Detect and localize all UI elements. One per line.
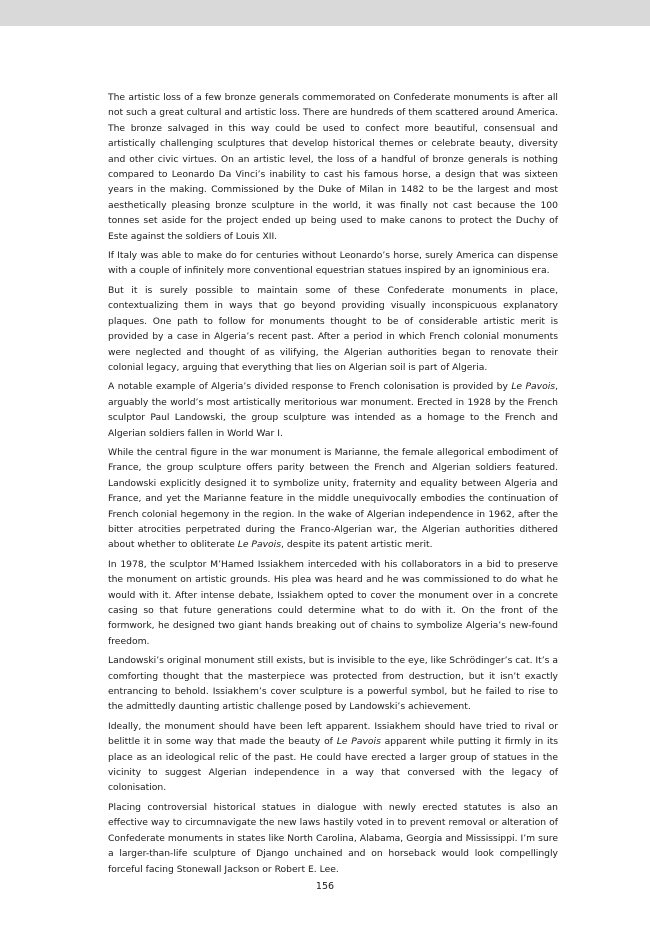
paragraph	[108, 445, 558, 553]
text-run: In 1978, the sculptor M’Hamed Issiakhem interceded with his collaborators in a bid to preserve the monument on artistic grounds. His plea was heard and he was commissioned to do what he would with it. After intense debate, Issiakhem opted to cover the monument over in a concrete casing so that future generations could determine what to do with it. On the front of the formwork, he designed two giant hands breaking out of chains to symbolize Algeria’s new-found freedom.	[108, 558, 558, 647]
paragraph	[108, 800, 558, 877]
text-run: A notable example of Algeria’s divided response to French colonisation is provided by	[108, 381, 512, 393]
italic-title: Le Pavois	[237, 539, 281, 551]
paragraph	[108, 90, 558, 244]
text-run: While the central figure in the war monument is Marianne, the female allegorical embodiment of France, the group sculpture offers parity between the French and Algerian soldiers featured. Landowski explicitly designed it to symbolize unity, fraternity and equality between Algeria and France, and yet the Marianne feature in the middle unequivocally embodies the continuation of French colonial hegemony in the region. In the wake of Algerian independence in 1962, after the bitter atrocities perpetrated during the Franco-Algerian war, the Algerian authorities dithered about whether to obliterate	[108, 446, 558, 551]
italic-title: Le Pavois	[336, 736, 381, 748]
text-run: apparent while putting it firmly in its place as an ideological relic of the past. He could have erected a larger group of statues in the vicinity to suggest Algerian independence in a way that conversed with the legacy of colonisation.	[108, 736, 558, 794]
text-run: Ideally, the monument should have been left apparent. Issiakhem should have tried to rival or belittle it in some way that made the beauty of	[108, 720, 558, 748]
text-run: Placing controversial historical statues in dialogue with newly erected statutes is also an effective way to circumnavigate the new laws hastily voted in to prevent removal or alteration of Confederate monuments in states like North Carolina, Alabama, Georgia and Mississippi. I’m sure a larger-than-life sculpture of Django unchained and on horseback would look compellingly forceful facing Stonewall Jackson or Robert E. Lee.	[108, 801, 558, 875]
text-run: But it is surely possible to maintain some of these Confederate monuments in place, contextualizing them in ways that go beyond providing visually inconspicuous explanatory plaques. One path to follow for monuments thought to be of considerable artistic merit is provided by a case in Algeria’s recent past. After a period in which French colonial monuments were neglected and thought of as vilifying, the Algerian authorities began to renovate their colonial legacy, arguing that everything that lies on Algerian soil is part of Algeria.	[108, 284, 558, 373]
text-run: , despite its patent artistic merit.	[281, 539, 433, 551]
paragraph	[108, 719, 558, 796]
body-text	[108, 90, 559, 875]
paragraph	[108, 248, 558, 279]
page-number: 156	[315, 881, 335, 892]
text-run: , arguably the world’s most artistically meritorious war monument. Erected in 1928 by the French sculptor Paul Landowski, the group sculpture was intended as a homage to the French and Algerian soldiers fallen in World War I.	[108, 381, 559, 439]
top-gray-band	[0, 0, 650, 26]
paragraph	[108, 557, 558, 649]
paragraph	[108, 283, 558, 375]
text-run: The artistic loss of a few bronze generals commemorated on Confederate monuments is after all not such a great cultural and artistic loss. There are hundreds of them scattered around America. The bronze salvaged in this way could be used to confect more beautiful, consensual and artistically challenging sculptures that develop historical themes or celebrate beauty, diversity and other civic virtues. On an artistic level, the loss of a handful of bronze generals is nothing compared to Leonardo Da Vinci’s inability to cast his famous horse, a design that was sixteen years in the making. Commissioned by the Duke of Milan in 1482 to be the largest and most aesthetically pleasing bronze sculpture in the world, it was finally not cast because the 100 tonnes set aside for the project ended up being used to make canons to protect the Duchy of Este against the soldiers of Louis XII.	[108, 92, 558, 242]
paragraph	[108, 653, 558, 715]
paragraph	[108, 379, 558, 441]
italic-title: Le Pavois	[511, 381, 556, 393]
text-run: If Italy was able to make do for centuries without Leonardo’s horse, surely America can dispense with a couple of infinitely more conventional equestrian statues inspired by an ignominious era.	[108, 250, 558, 277]
text-run: Landowski’s original monument still exists, but is invisible to the eye, like Schrödinger’s cat. It’s a comforting thought that the masterpiece was protected from destruction, but it isn’t exactly entrancing to behold. Issiakhem’s cover sculpture is a powerful symbol, but he failed to rise to the admittedly daunting artistic challenge posed by Landowski’s achievement.	[108, 655, 558, 713]
